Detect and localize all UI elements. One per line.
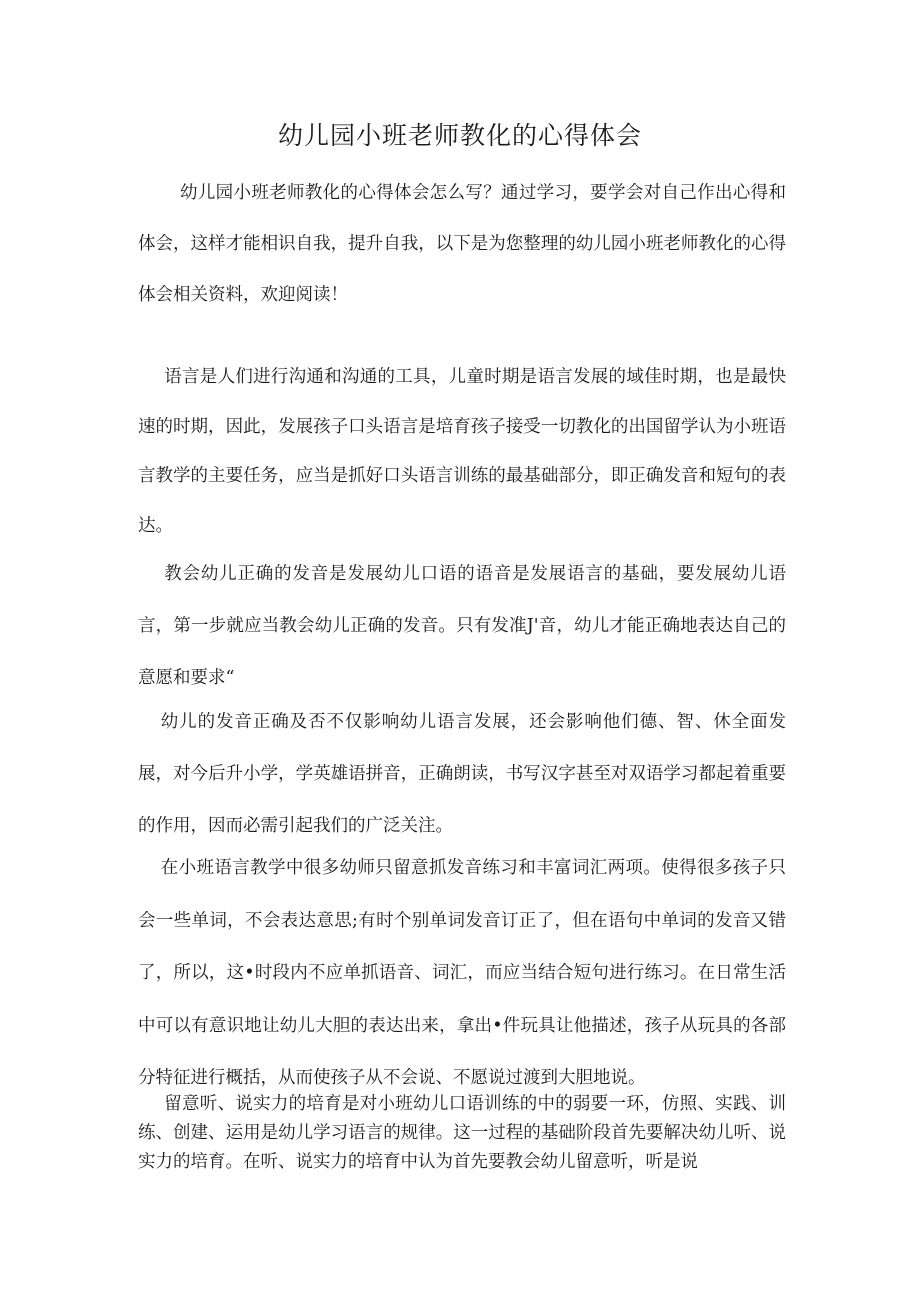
body-paragraph-5: 留意听、说实力的培育是对小班幼儿口语训练的中的弱要一环，仿照、实践、训练、创建、运用是幼儿学习语言的规律。这一过程的基础阶段首先要解决幼儿听、说实力的培育。在听、说实力的培育中认为首先要教会幼儿留意听，听是说 [138, 1094, 786, 1172]
body-paragraph-3: 幼儿的发音正确及否不仅影响幼儿语言发展，还会影响他们德、智、休全面发展，对今后升小学，学英雄语拼音，正确朗读，书写汉字甚至对双语学习都起着重要的作用，因而必需引起我们的广泛关注。 [138, 712, 786, 836]
document-title: 幼儿园小班老师教化的心得体会 [277, 121, 642, 150]
body-paragraph-4: 在小班语言教学中很多幼师只留意抓发音练习和丰富词汇两项。使得很多孩子只会一些单词，不会表达意思;有时个别单词发音订正了，但在语句中单词的发音又错了，所以，这•时段内不应单抓语音、词汇，而应当结合短句进行练习。在日常生活中可以有意识地让幼儿大胆的表达出来，拿出•件玩具让他描述，孩子从玩具的各部分特征进行概括，从而使孩子从不会说、不愿说过渡到大胆地说。 [138, 858, 786, 1088]
intro-paragraph: 幼儿园小班老师教化的心得体会怎么写？通过学习，要学会对自己作出心得和体会，这样才能相识自我，提升自我，以下是为您整理的幼儿园小班老师教化的心得体会相关资料，欢迎阅读！ [138, 183, 786, 305]
body-paragraph-1: 语言是人们进行沟通和沟通的工具，儿童时期是语言发展的域佳时期，也是最快速的时期，因此，发展孩子口头语言是培育孩子接受一切教化的出国留学认为小班语言教学的主要任务，应当是抓好口头语言训练的最基础部分，即正确发音和短句的表达。 [138, 367, 786, 536]
body-paragraph-2: 教会幼儿正确的发音是发展幼儿口语的语音是发展语言的基础，要发展幼儿语言，第一步就应当教会幼儿正确的发音。只有发准J'音，幼儿才能正确地表达自己的意愿和要求“ [138, 564, 786, 688]
